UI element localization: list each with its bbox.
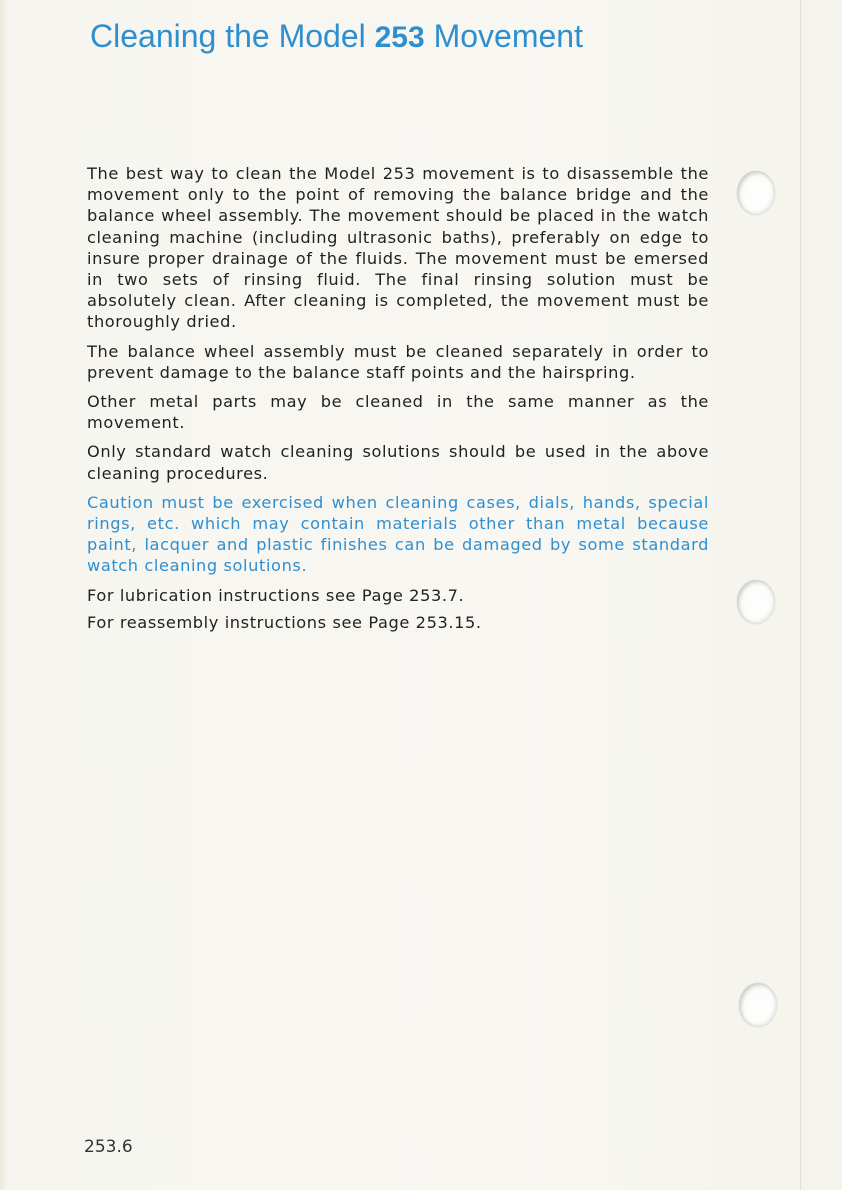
title-model-number: 253 xyxy=(374,21,425,54)
binder-hole-middle-icon xyxy=(737,580,775,624)
page-number: 253.6 xyxy=(84,1137,133,1157)
binder-hole-top-icon xyxy=(737,171,775,215)
page-edge-divider xyxy=(800,0,801,1190)
page-title xyxy=(90,18,583,55)
paragraph-cleaning-procedure: The best way to clean the Model 253 movement is to disassemble the movement only to the point of removing the balance bridge and the balance wheel assembly. The movement should be placed in the watch cleaning machine (including ultrasonic baths), preferably on edge to insure proper drainage of the fluids. The movement must be emersed in two sets of rinsing fluid. The final rinsing solution must be absolutely clean. After cleaning is completed, the movement must be thoroughly dried. xyxy=(87,164,709,332)
caution-note: Caution must be exercised when cleaning cases, dials, hands, special rings, etc. which may contain materials other than metal because paint, lacquer and plastic finishes can be damaged by some standard watch cleaning solutions. xyxy=(87,492,709,576)
lubrication-reference: For lubrication instructions see Page 253.7. xyxy=(87,585,465,605)
paragraph-solutions: Only standard watch cleaning solutions should be used in the above cleaning procedures. xyxy=(87,442,709,483)
body-text xyxy=(87,163,709,639)
paragraph-balance-wheel: The balance wheel assembly must be cleaned separately in order to prevent damage to the balance staff points and the hairspring. xyxy=(87,341,709,382)
title-suffix: Movement xyxy=(433,18,583,54)
title-prefix: Cleaning the Model xyxy=(90,18,366,54)
reassembly-reference: For reassembly instructions see Page 253.15. xyxy=(87,612,482,632)
binder-hole-bottom-icon xyxy=(739,983,777,1027)
paragraph-other-parts: Other metal parts may be cleaned in the same manner as the movement. xyxy=(87,392,709,433)
